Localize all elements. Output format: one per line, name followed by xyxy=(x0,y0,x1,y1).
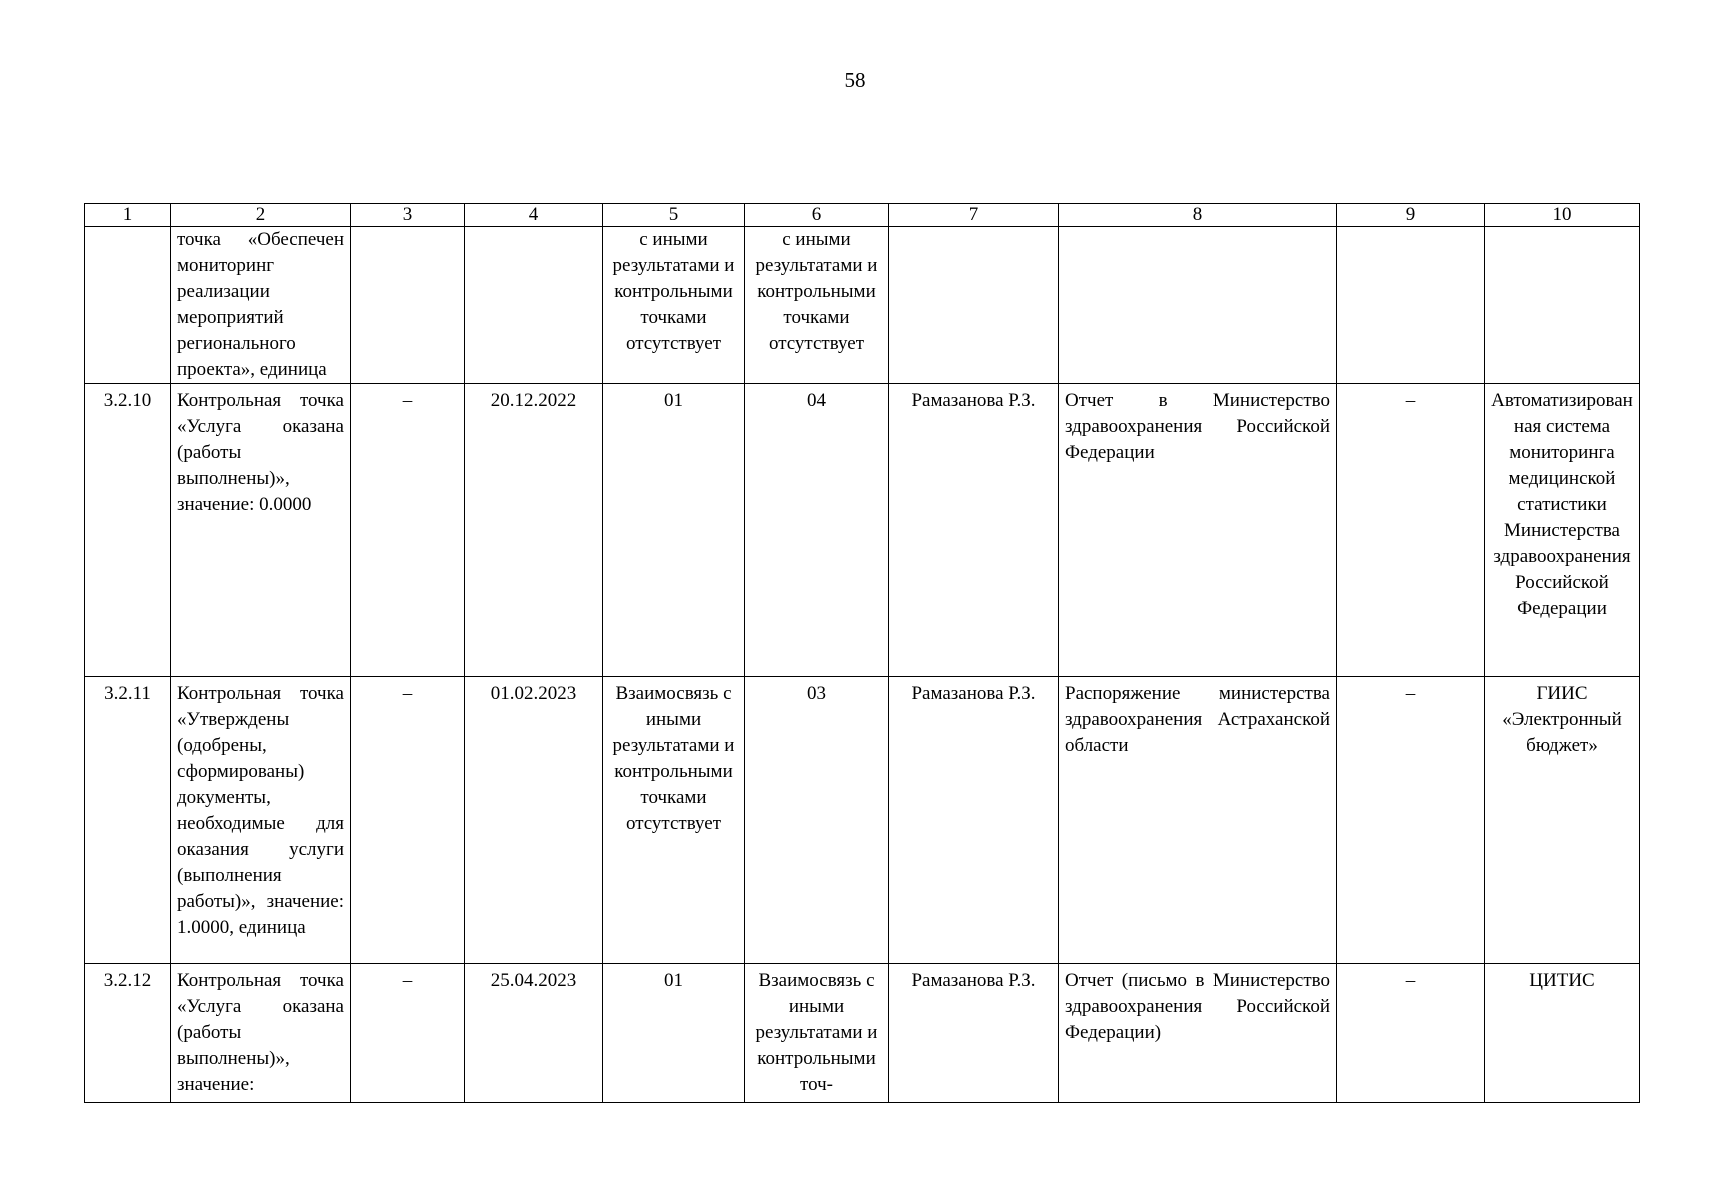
table-row xyxy=(85,227,1640,384)
cell-system: ЦИТИС xyxy=(1485,964,1640,1103)
column-header: 10 xyxy=(1485,204,1640,227)
cell-col5: 01 xyxy=(603,964,745,1103)
cell-system xyxy=(1485,227,1640,384)
cell-system: Автоматизированная система мониторинга медицинской статистики Министерства здравоохранения Российской Федерации xyxy=(1485,384,1640,677)
table-row xyxy=(85,384,1640,677)
cell-date: 25.04.2023 xyxy=(465,964,603,1103)
column-header: 2 xyxy=(171,204,351,227)
cell-date: 01.02.2023 xyxy=(465,677,603,964)
cell-document: Распоряжение министерства здравоохранения Астраханской области xyxy=(1059,677,1337,964)
cell-document: Отчет в Министерство здравоохранения Российской Федерации xyxy=(1059,384,1337,677)
column-header: 6 xyxy=(745,204,889,227)
cell-col3: – xyxy=(351,677,465,964)
cell-col9: – xyxy=(1337,677,1485,964)
column-header: 3 xyxy=(351,204,465,227)
cell-number: 3.2.10 xyxy=(85,384,171,677)
cell-document xyxy=(1059,227,1337,384)
page-number: 58 xyxy=(844,68,866,92)
column-header: 9 xyxy=(1337,204,1485,227)
cell-system: ГИИС «Электронный бюджет» xyxy=(1485,677,1640,964)
column-header: 4 xyxy=(465,204,603,227)
table-row xyxy=(85,677,1640,964)
cell-col5: Взаимосвязь с иными результатами и контрольными точками отсутствует xyxy=(603,677,745,964)
header-row xyxy=(85,204,1640,227)
cell-responsible xyxy=(889,227,1059,384)
column-header: 8 xyxy=(1059,204,1337,227)
cell-name: Контрольная точка «Услуга оказана (работы выполнены)», значение: xyxy=(171,964,351,1103)
cell-col3: – xyxy=(351,964,465,1103)
table-row xyxy=(85,964,1640,1103)
cell-col6: 03 xyxy=(745,677,889,964)
cell-col6: Взаимосвязь с иными результатами и контрольными точ- xyxy=(745,964,889,1103)
cell-number: 3.2.12 xyxy=(85,964,171,1103)
cell-responsible: Рамазанова Р.З. xyxy=(889,964,1059,1103)
cell-col5: 01 xyxy=(603,384,745,677)
cell-name: Контрольная точка «Утверждены (одобрены, сформированы) документы, необходимые для оказания услуги (выполнения работы)», значение: 1.0000, единица xyxy=(171,677,351,964)
cell-col9: – xyxy=(1337,384,1485,677)
column-header: 1 xyxy=(85,204,171,227)
cell-number xyxy=(85,227,171,384)
cell-col5: с иными результатами и контрольными точками отсутствует xyxy=(603,227,745,384)
cell-col3: – xyxy=(351,384,465,677)
cell-col6: с иными результатами и контрольными точками отсутствует xyxy=(745,227,889,384)
cell-col9: – xyxy=(1337,964,1485,1103)
column-header: 5 xyxy=(603,204,745,227)
column-header: 7 xyxy=(889,204,1059,227)
cell-number: 3.2.11 xyxy=(85,677,171,964)
cell-responsible: Рамазанова Р.З. xyxy=(889,677,1059,964)
data-table xyxy=(84,203,1640,1103)
cell-col6: 04 xyxy=(745,384,889,677)
cell-name: точка «Обеспечен мониторинг реализации мероприятий регионального проекта», единица xyxy=(171,227,351,384)
cell-name: Контрольная точка «Услуга оказана (работы выполнены)», значение: 0.0000 xyxy=(171,384,351,677)
cell-document: Отчет (письмо в Министерство здравоохранения Российской Федерации) xyxy=(1059,964,1337,1103)
cell-date xyxy=(465,227,603,384)
cell-responsible: Рамазанова Р.З. xyxy=(889,384,1059,677)
cell-date: 20.12.2022 xyxy=(465,384,603,677)
cell-col9 xyxy=(1337,227,1485,384)
cell-col3 xyxy=(351,227,465,384)
